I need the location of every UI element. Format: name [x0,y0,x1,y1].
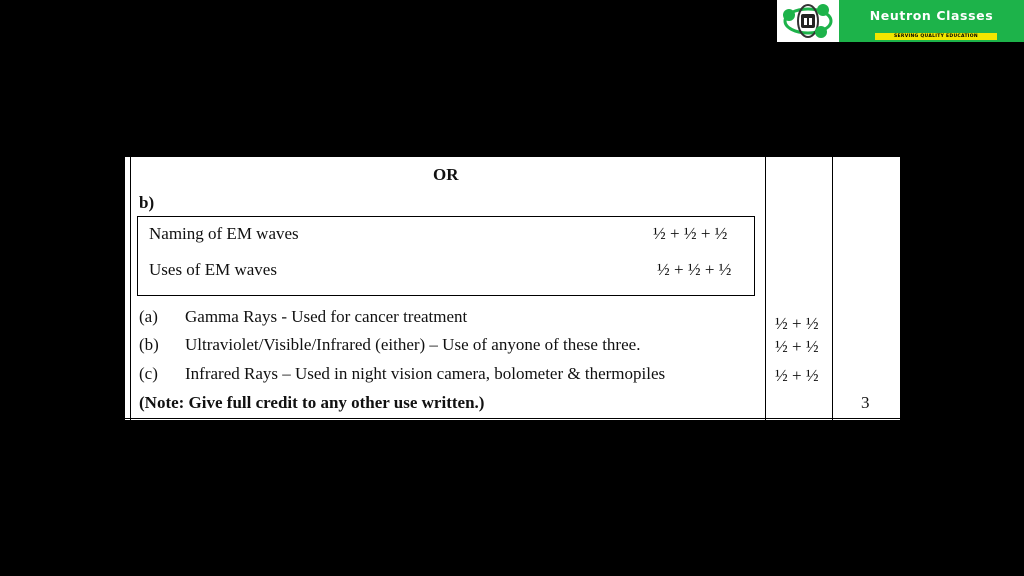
answer-c-marks: ½ + ½ [775,366,819,385]
part-label: b) [139,193,155,212]
answer-b-marks: ½ + ½ [775,337,819,356]
table-border-left [130,157,131,420]
marks-column-divider [765,157,766,420]
note-text: (Note: Give full credit to any other use written.) [139,393,485,412]
brand-name: Neutron Classes [869,8,994,23]
answer-c-letter: (c) [139,364,158,383]
answer-b-letter: (b) [139,335,159,354]
answer-a-letter: (a) [139,307,158,326]
logo-emblem [777,0,839,42]
marking-scheme-table [125,157,900,420]
or-heading: OR [433,165,459,184]
scheme-label-naming: Naming of EM waves [149,224,299,243]
tagline-bar [875,33,997,40]
answer-a-text: Gamma Rays - Used for cancer treatment [185,307,468,326]
atom-logo-icon [777,0,839,42]
answer-c-text: Infrared Rays – Used in night vision camera, bolometer & thermopiles [185,364,666,383]
scheme-marks-uses: ½ + ½ + ½ [657,260,732,279]
neutron-classes-logo [777,0,1024,42]
scheme-label-uses: Uses of EM waves [149,260,277,279]
total-marks: 3 [861,393,870,412]
table-border-bottom [125,418,900,419]
answer-b-text: Ultraviolet/Visible/Infrared (either) – Use of anyone of these three. [185,335,641,354]
logo-banner [839,0,1024,42]
brand-tagline: SERVING QUALITY EDUCATION [894,34,978,39]
answer-a-marks: ½ + ½ [775,314,819,333]
scheme-marks-naming: ½ + ½ + ½ [653,224,728,243]
total-column-divider [832,157,833,420]
